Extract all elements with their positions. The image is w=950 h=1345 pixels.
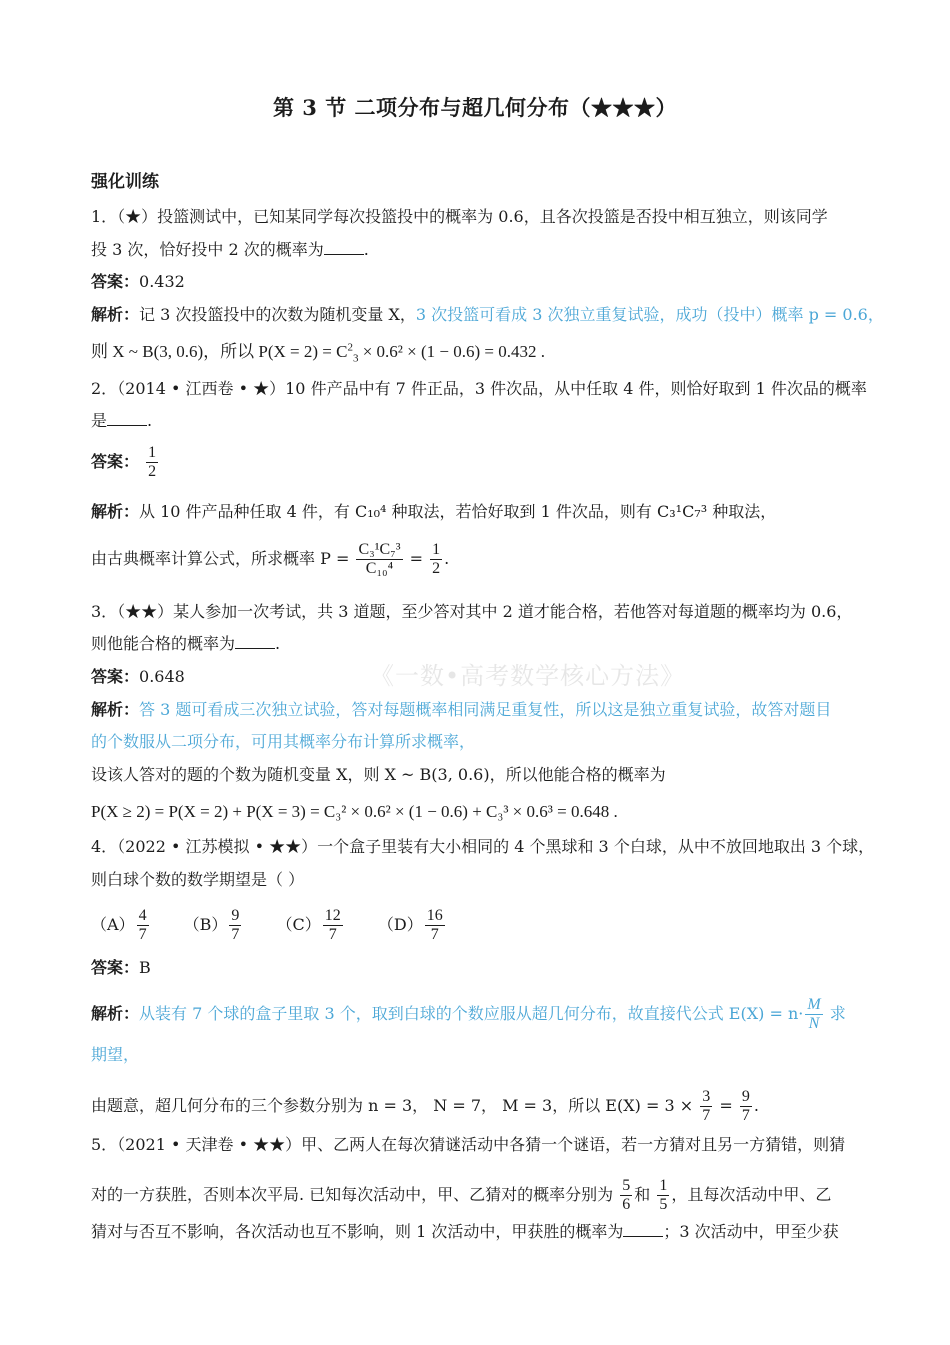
q5-line2-tail: ，且每次活动中甲、乙	[671, 1185, 832, 1204]
q2-analysis2-prefix: 由古典概率计算公式，所求概率 P =	[91, 549, 350, 568]
q2-result-fraction: $\frac{1}{2}$	[432, 541, 441, 577]
q3-analysis-hint2: 的个数服从二项分布，可用其概率分布计算所求概率，	[91, 732, 476, 751]
q3-answer	[91, 667, 185, 687]
q3-analysis3: 设该人答对的题的个数为随机变量 X，则 X ~ B(3, 0.6)，所以他能合格的概率为	[91, 765, 666, 784]
q3-analysis1	[91, 700, 831, 720]
answer-blank	[235, 634, 275, 649]
q4-analysis1	[91, 996, 846, 1033]
q3-line2: 则他能合格的概率为 .	[91, 634, 281, 653]
q1-line2: 投 3 次，恰好投中 2 次的概率为 .	[91, 240, 369, 259]
q2-line2: 是 .	[91, 411, 153, 430]
answer-label: 答案：	[91, 452, 140, 471]
analysis-label: 解析：	[91, 305, 140, 324]
q4-answer	[91, 958, 151, 978]
q4-line1: 4．（2022 • 江苏模拟 • ★★）一个盒子里装有大小相同的 4 个黑球和 3 个白球，从中不放回地取出 3 个球，	[91, 837, 875, 856]
q1-formula: 则 X ~ B(3, 0.6)，所以 $P(X = 2) = C^2_3 \times 0.6^2 \times (1 - 0.6) = 0.432$ .	[91, 341, 545, 365]
q5-line3	[91, 1222, 839, 1242]
q5-fraction-yi: $\frac{1}{5}$	[659, 1177, 668, 1213]
equals-sign: =	[409, 549, 424, 568]
q3-answer-value: 0.648	[139, 667, 185, 686]
q5-fraction-jia: $\frac{5}{6}$	[622, 1177, 631, 1213]
answer-blank	[623, 1222, 663, 1237]
analysis-label: 解析：	[91, 700, 140, 719]
answer-label: 答案：	[91, 667, 140, 686]
answer-label: 答案：	[91, 272, 140, 291]
q4-fraction2: $\frac{9}{7}$	[741, 1088, 750, 1124]
option-d: （D） $\frac{16}{7}$	[377, 907, 443, 943]
q1-answer	[91, 272, 185, 292]
q4-line2: 则白球个数的数学期望是（ ）	[91, 870, 305, 889]
q3-line1: 3．（★★）某人参加一次考试，共 3 道题，至少答对其中 2 道才能合格，若他答对每道题的概率均为 0.6，	[91, 602, 853, 621]
q4-hint-tail: 求	[824, 1004, 846, 1023]
q2-analysis1	[91, 502, 776, 522]
q1-formula-tail: × 0.6² × (1 − 0.6) = 0.432 .	[358, 342, 545, 361]
q2-answer-fraction: $\frac{1}{2}$	[148, 444, 157, 480]
q4-options	[91, 907, 475, 944]
q2-line2-text: 是	[91, 411, 108, 430]
analysis-label: 解析：	[91, 1004, 140, 1023]
q3-analysis-hint1: 答 3 题可看成三次独立试验，答对每题概率相同满足重复性，所以这是独立重复试验，故答对题目	[139, 700, 832, 719]
q5-line1: 5．（2021 • 天津卷 • ★★）甲、乙两人在每次猜谜活动中各猜一个谜语，若一方猜对且另一方猜错，则猜	[91, 1135, 846, 1154]
q1-line1: 1．（★）投篮测试中，已知某同学每次投篮投中的概率为 0.6，且各次投篮是否投中相互独立，则该同学	[91, 207, 828, 226]
q4-answer-value: B	[139, 958, 151, 977]
q1-answer-value: 0.432	[139, 272, 185, 291]
q2-answer	[91, 444, 160, 481]
q4-analysis-hint2: 期望，	[91, 1045, 140, 1064]
q2-analysis2: 由古典概率计算公式，所求概率 P = $\frac{\text{C₃¹C₇³}}{\text{C₁₀⁴}}$ = $\frac{1}{2}$ .	[91, 541, 450, 577]
q2-line1: 2．（2014 • 江西卷 • ★）10 件产品中有 7 件正品，3 件次品，从中任取 4 件，则恰好取到 1 件次品的概率	[91, 379, 867, 398]
q1-line2-text: 投 3 次，恰好投中 2 次的概率为	[91, 240, 324, 259]
q4-fraction1: $\frac{3}{7}$	[702, 1088, 711, 1124]
q5-and: 和	[634, 1185, 651, 1204]
q5-line3-text: 猜对与否互不影响，各次活动也互不影响，则 1 次活动中，甲获胜的概率为	[91, 1222, 624, 1241]
q4-analysis3-prefix: 由题意，超几何分布的三个参数分别为 n = 3， N = 7， M = 3，所以 E(X) = 3 ×	[91, 1096, 694, 1115]
period: .	[753, 1096, 759, 1115]
section-heading: 强化训练	[91, 172, 159, 192]
option-c: （C） $\frac{12}{7}$	[276, 907, 341, 943]
q3-line2-text: 则他能合格的概率为	[91, 634, 236, 653]
q4-analysis-hint1: 从装有 7 个球的盒子里取 3 个，取到白球的个数应服从超几何分布，故直接代公式 E(X) = n·	[139, 1004, 804, 1023]
option-a: （A） $\frac{4}{7}$	[91, 907, 147, 943]
answer-label: 答案：	[91, 958, 140, 977]
q5-line2	[91, 1177, 831, 1214]
page-title: 第 3 节 二项分布与超几何分布（★★★）	[272, 95, 678, 120]
analysis-label: 解析：	[91, 502, 140, 521]
answer-blank	[107, 411, 147, 426]
q5-line2-prefix: 对的一方获胜，否则本次平局. 已知每次活动中，甲、乙猜对的概率分别为	[91, 1185, 614, 1204]
q4-hint-fraction: $\frac{M}{N}$	[807, 996, 821, 1032]
q5-line3-tail: ；3 次活动中，甲至少获	[663, 1222, 839, 1241]
q2-analysis1-text: 从 10 件产品种任取 4 件，有 C₁₀⁴ 种取法，若恰好取到 1 件次品，则有 C₃¹C₇³ 种取法，	[139, 502, 777, 521]
answer-blank	[324, 240, 364, 255]
option-b: （B） $\frac{9}{7}$	[183, 907, 240, 943]
q3-analysis4: P(X ≥ 2) = P(X = 2) + P(X = 3) = C₃² × 0.6² × (1 − 0.6) + C₃³ × 0.6³ = 0.648 .	[91, 802, 618, 821]
q1-formula-prefix: 则 X ~ B(3, 0.6)，所以 P(X = 2) = C	[91, 342, 348, 361]
equals-sign: =	[719, 1096, 733, 1115]
q1-analysis-hint: 3 次投篮可看成 3 次独立重复试验，成功（投中）概率 p = 0.6，	[415, 305, 884, 324]
q2-probability-fraction: $\frac{\text{C₃¹C₇³}}{\text{C₁₀⁴}}$	[358, 541, 401, 577]
q1-analysis	[91, 305, 884, 325]
q1-analysis-text: 记 3 次投篮投中的次数为随机变量 X，	[139, 305, 416, 324]
q4-analysis3	[91, 1088, 759, 1125]
watermark: 《一数•高考数学核心方法》	[370, 662, 686, 690]
